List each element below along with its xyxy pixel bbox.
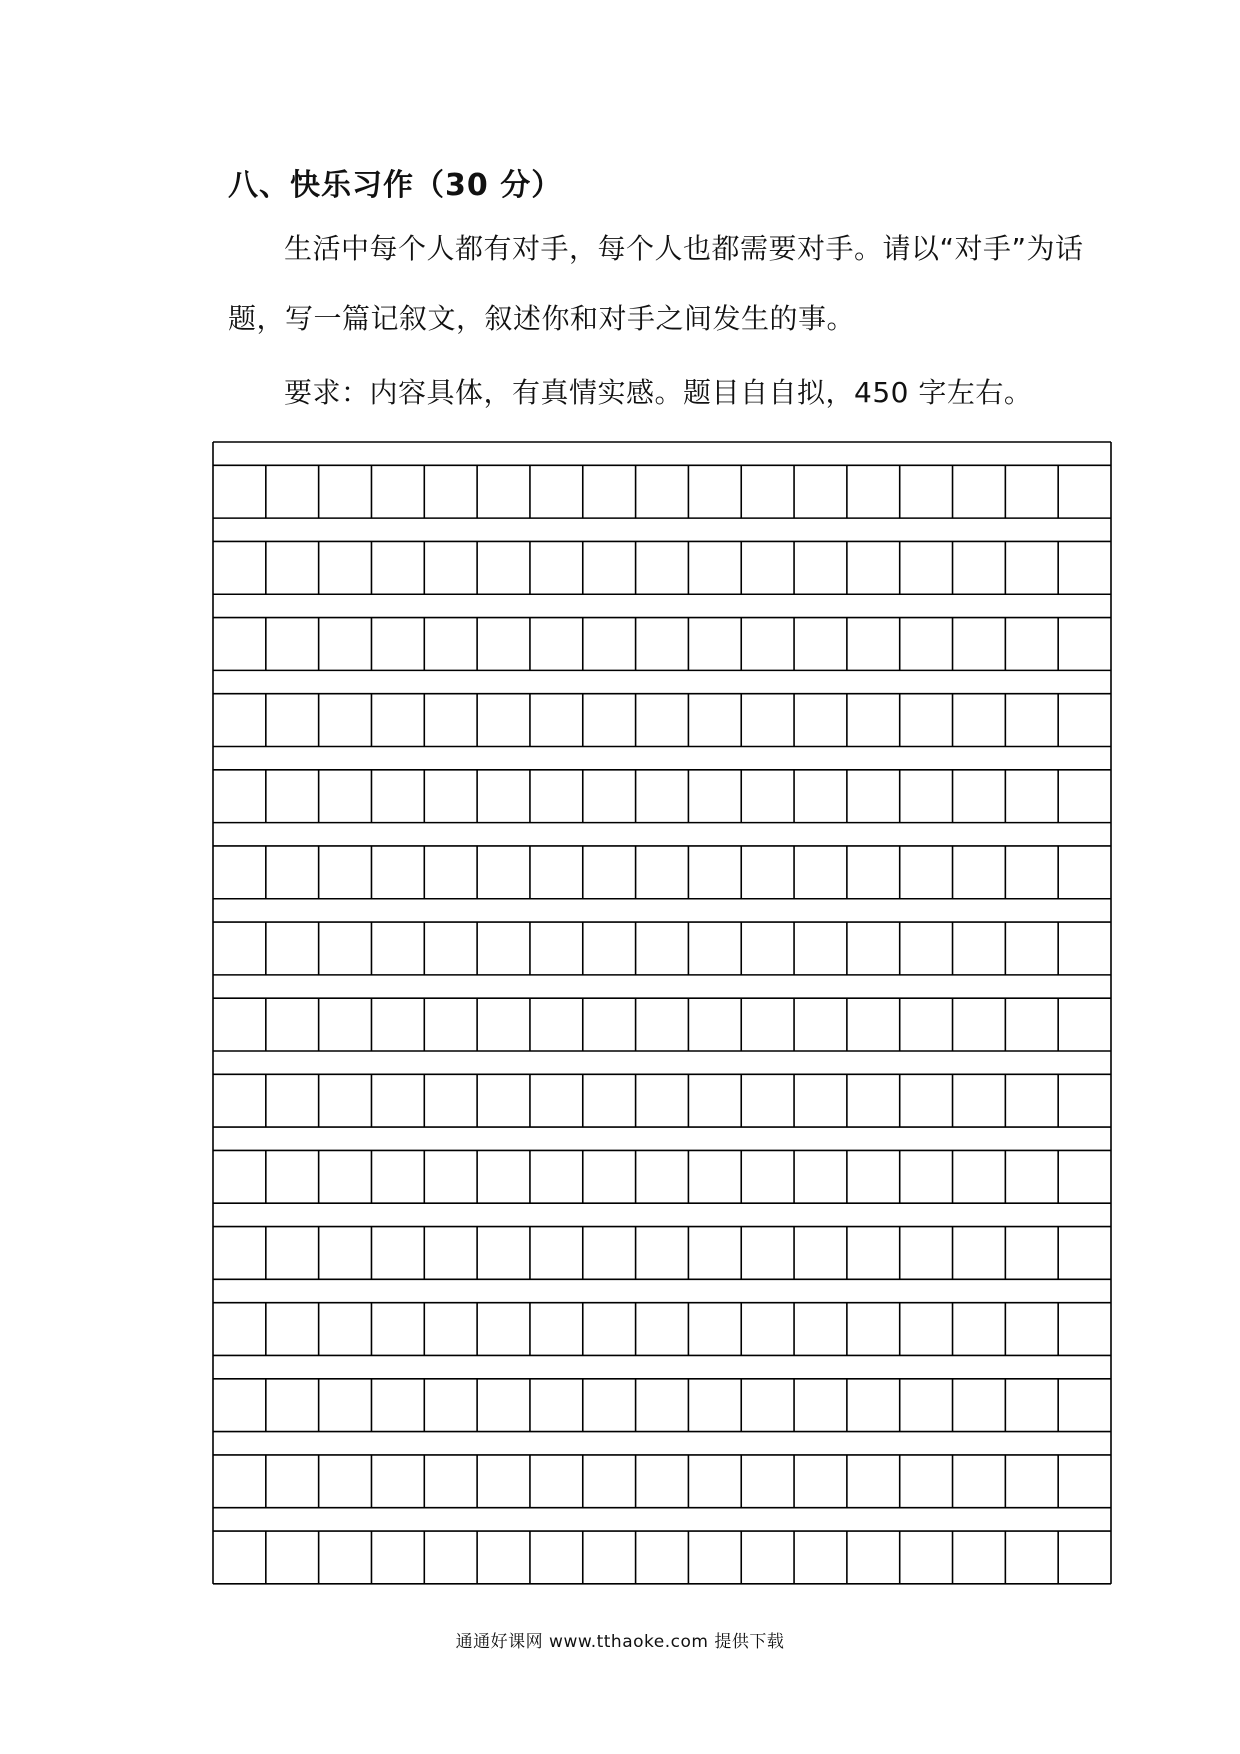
- prompt-paragraph: 生活中每个人都有对手，每个人也都需要对手。请以“对手”为话题，写一篇记叙文，叙述你和对手之间发生的事。: [228, 232, 1084, 335]
- section-title: 八、快乐习作（30 分）: [228, 168, 563, 203]
- requirement-text: 要求：内容具体，有真情实感。题目自自拟，450 字左右。: [284, 376, 1033, 409]
- footer-credit: 通通好课网 www.tthaoke.com 提供下载: [455, 1632, 785, 1652]
- composition-grid[interactable]: [212, 441, 1112, 1591]
